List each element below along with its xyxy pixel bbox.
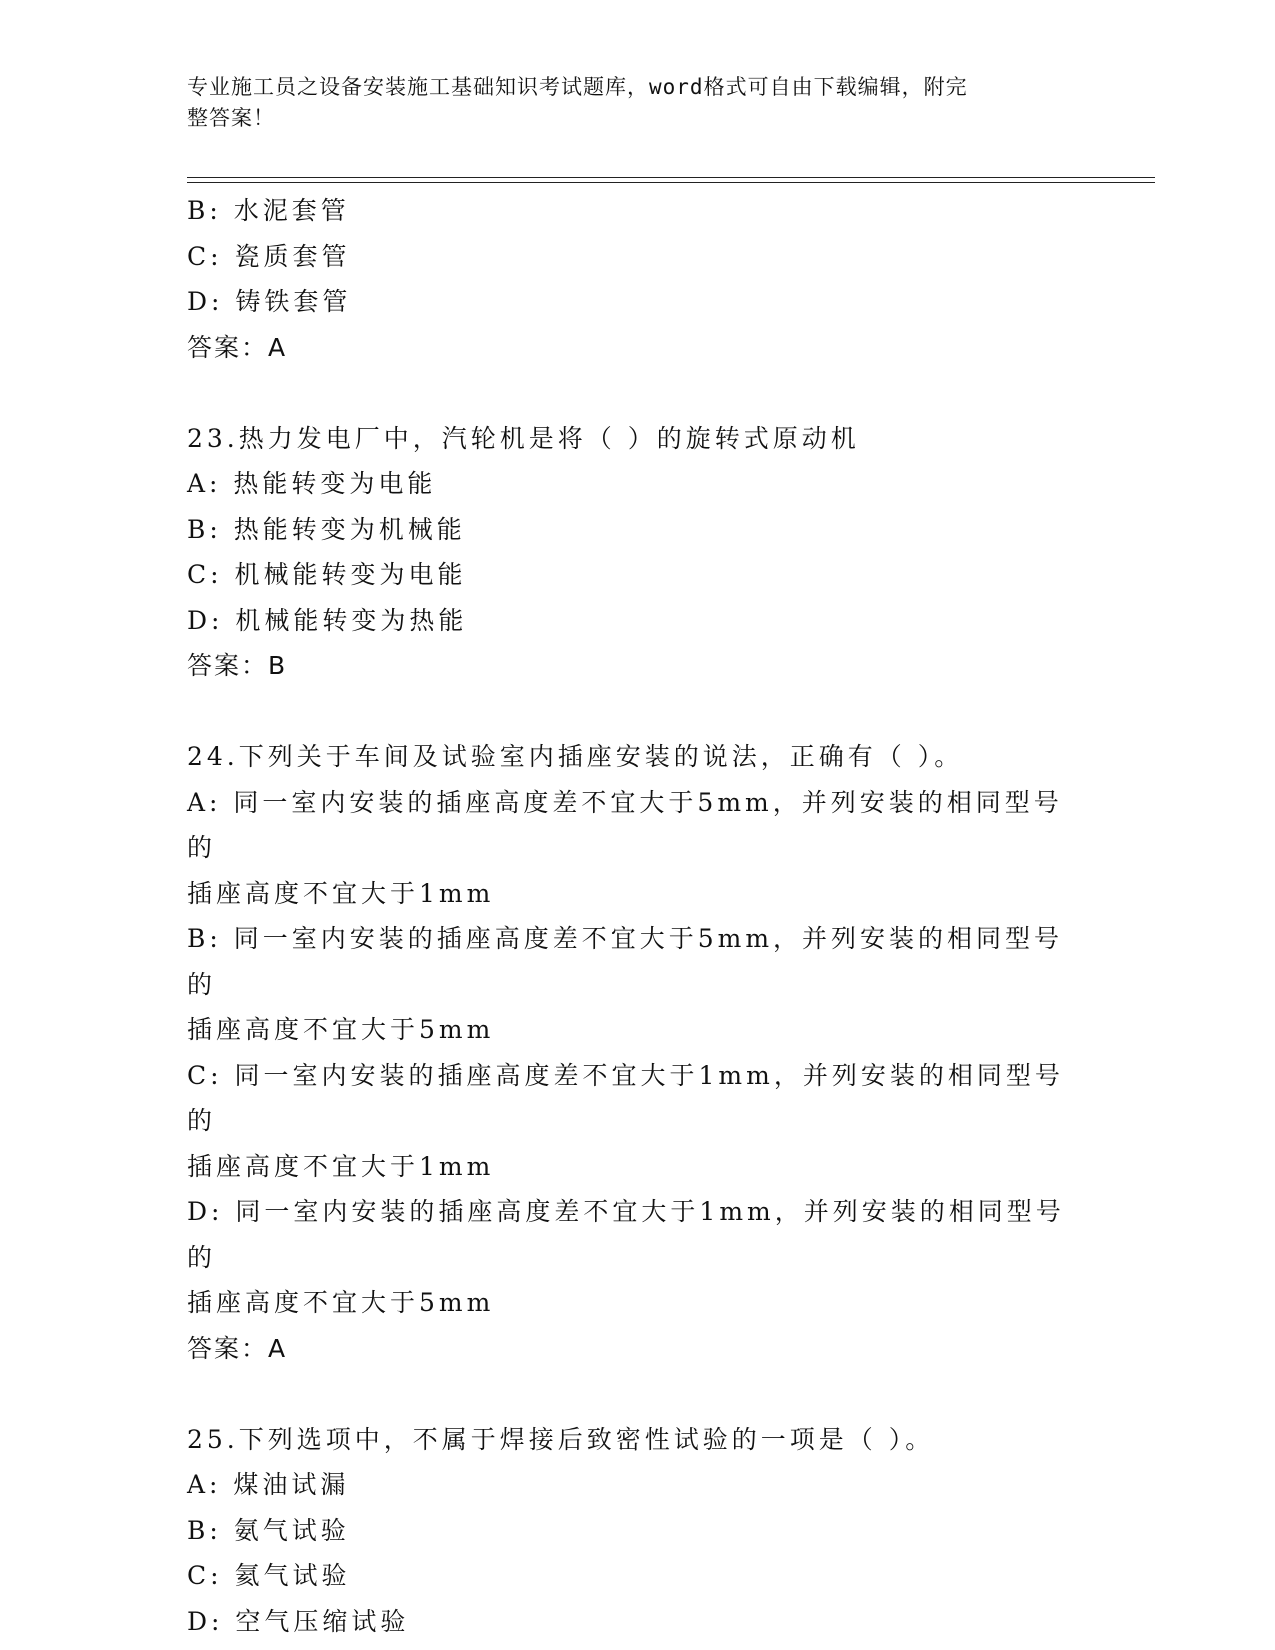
q24-option-d-line-2: 插座高度不宜大于5mm [187,1288,495,1317]
q22-option-d: D: 铸铁套管 [187,287,352,316]
q25-option-b: B: 氨气试验 [187,1515,350,1545]
q22-answer: 答案：A [187,332,288,362]
q25-option-a: A: 煤油试漏 [187,1470,350,1499]
q25-option-c: C: 氦气试验 [187,1561,351,1590]
spacer [187,370,1067,416]
q24-answer: 答案：A [187,1333,288,1363]
header-title-line-2: 整答案！ [187,106,275,130]
q22-option-c: C: 瓷质套管 [187,241,351,271]
q24-option-c-line-2: 插座高度不宜大于1mm [187,1151,495,1181]
q24-option-a-line-1: A: 同一室内安装的插座高度差不宜大于5mm，并列安装的相同型号的 [187,787,1063,862]
header-divider-bottom [187,182,1155,183]
q24-option-a-line-2: 插座高度不宜大于1mm [187,878,495,908]
q23-option-c: C: 机械能转变为电能 [187,560,467,589]
header-divider-top [187,177,1155,178]
q23-option-b: B: 热能转变为机械能 [187,514,466,544]
q23-option-d: D: 机械能转变为热能 [187,605,468,635]
header-title-line-1: 专业施工员之设备安装施工基础知识考试题库，word格式可自由下载编辑，附完 [187,75,968,99]
q23-answer: 答案：B [187,651,288,680]
question-24 [187,734,1067,1371]
question-25 [187,1417,1067,1645]
q24-option-d-line-1: D: 同一室内安装的插座高度差不宜大于1mm，并列安装的相同型号的 [187,1197,1065,1272]
q24-option-b-line-1: B: 同一室内安装的插座高度差不宜大于5mm，并列安装的相同型号的 [187,924,1064,999]
page-header [187,72,1067,134]
q24-option-b-line-2: 插座高度不宜大于5mm [187,1015,495,1044]
q22-option-b: B: 水泥套管 [187,196,350,225]
question-23 [187,416,1067,689]
q25-question: 25.下列选项中，不属于焊接后致密性试验的一项是（ ）。 [187,1424,935,1454]
spacer [187,1371,1067,1417]
question-22-tail [187,188,1067,370]
q24-question: 24.下列关于车间及试验室内插座安装的说法，正确有（ ）。 [187,742,964,771]
q24-option-c-line-1: C: 同一室内安装的插座高度差不宜大于1mm，并列安装的相同型号的 [187,1060,1064,1135]
spacer [187,689,1067,735]
q25-option-d: D: 空气压缩试验 [187,1606,410,1636]
question-content [187,188,1067,1644]
q23-question: 23.热力发电厂中，汽轮机是将（ ）的旋转式原动机 [187,423,860,453]
q23-option-a: A: 热能转变为电能 [187,469,437,498]
